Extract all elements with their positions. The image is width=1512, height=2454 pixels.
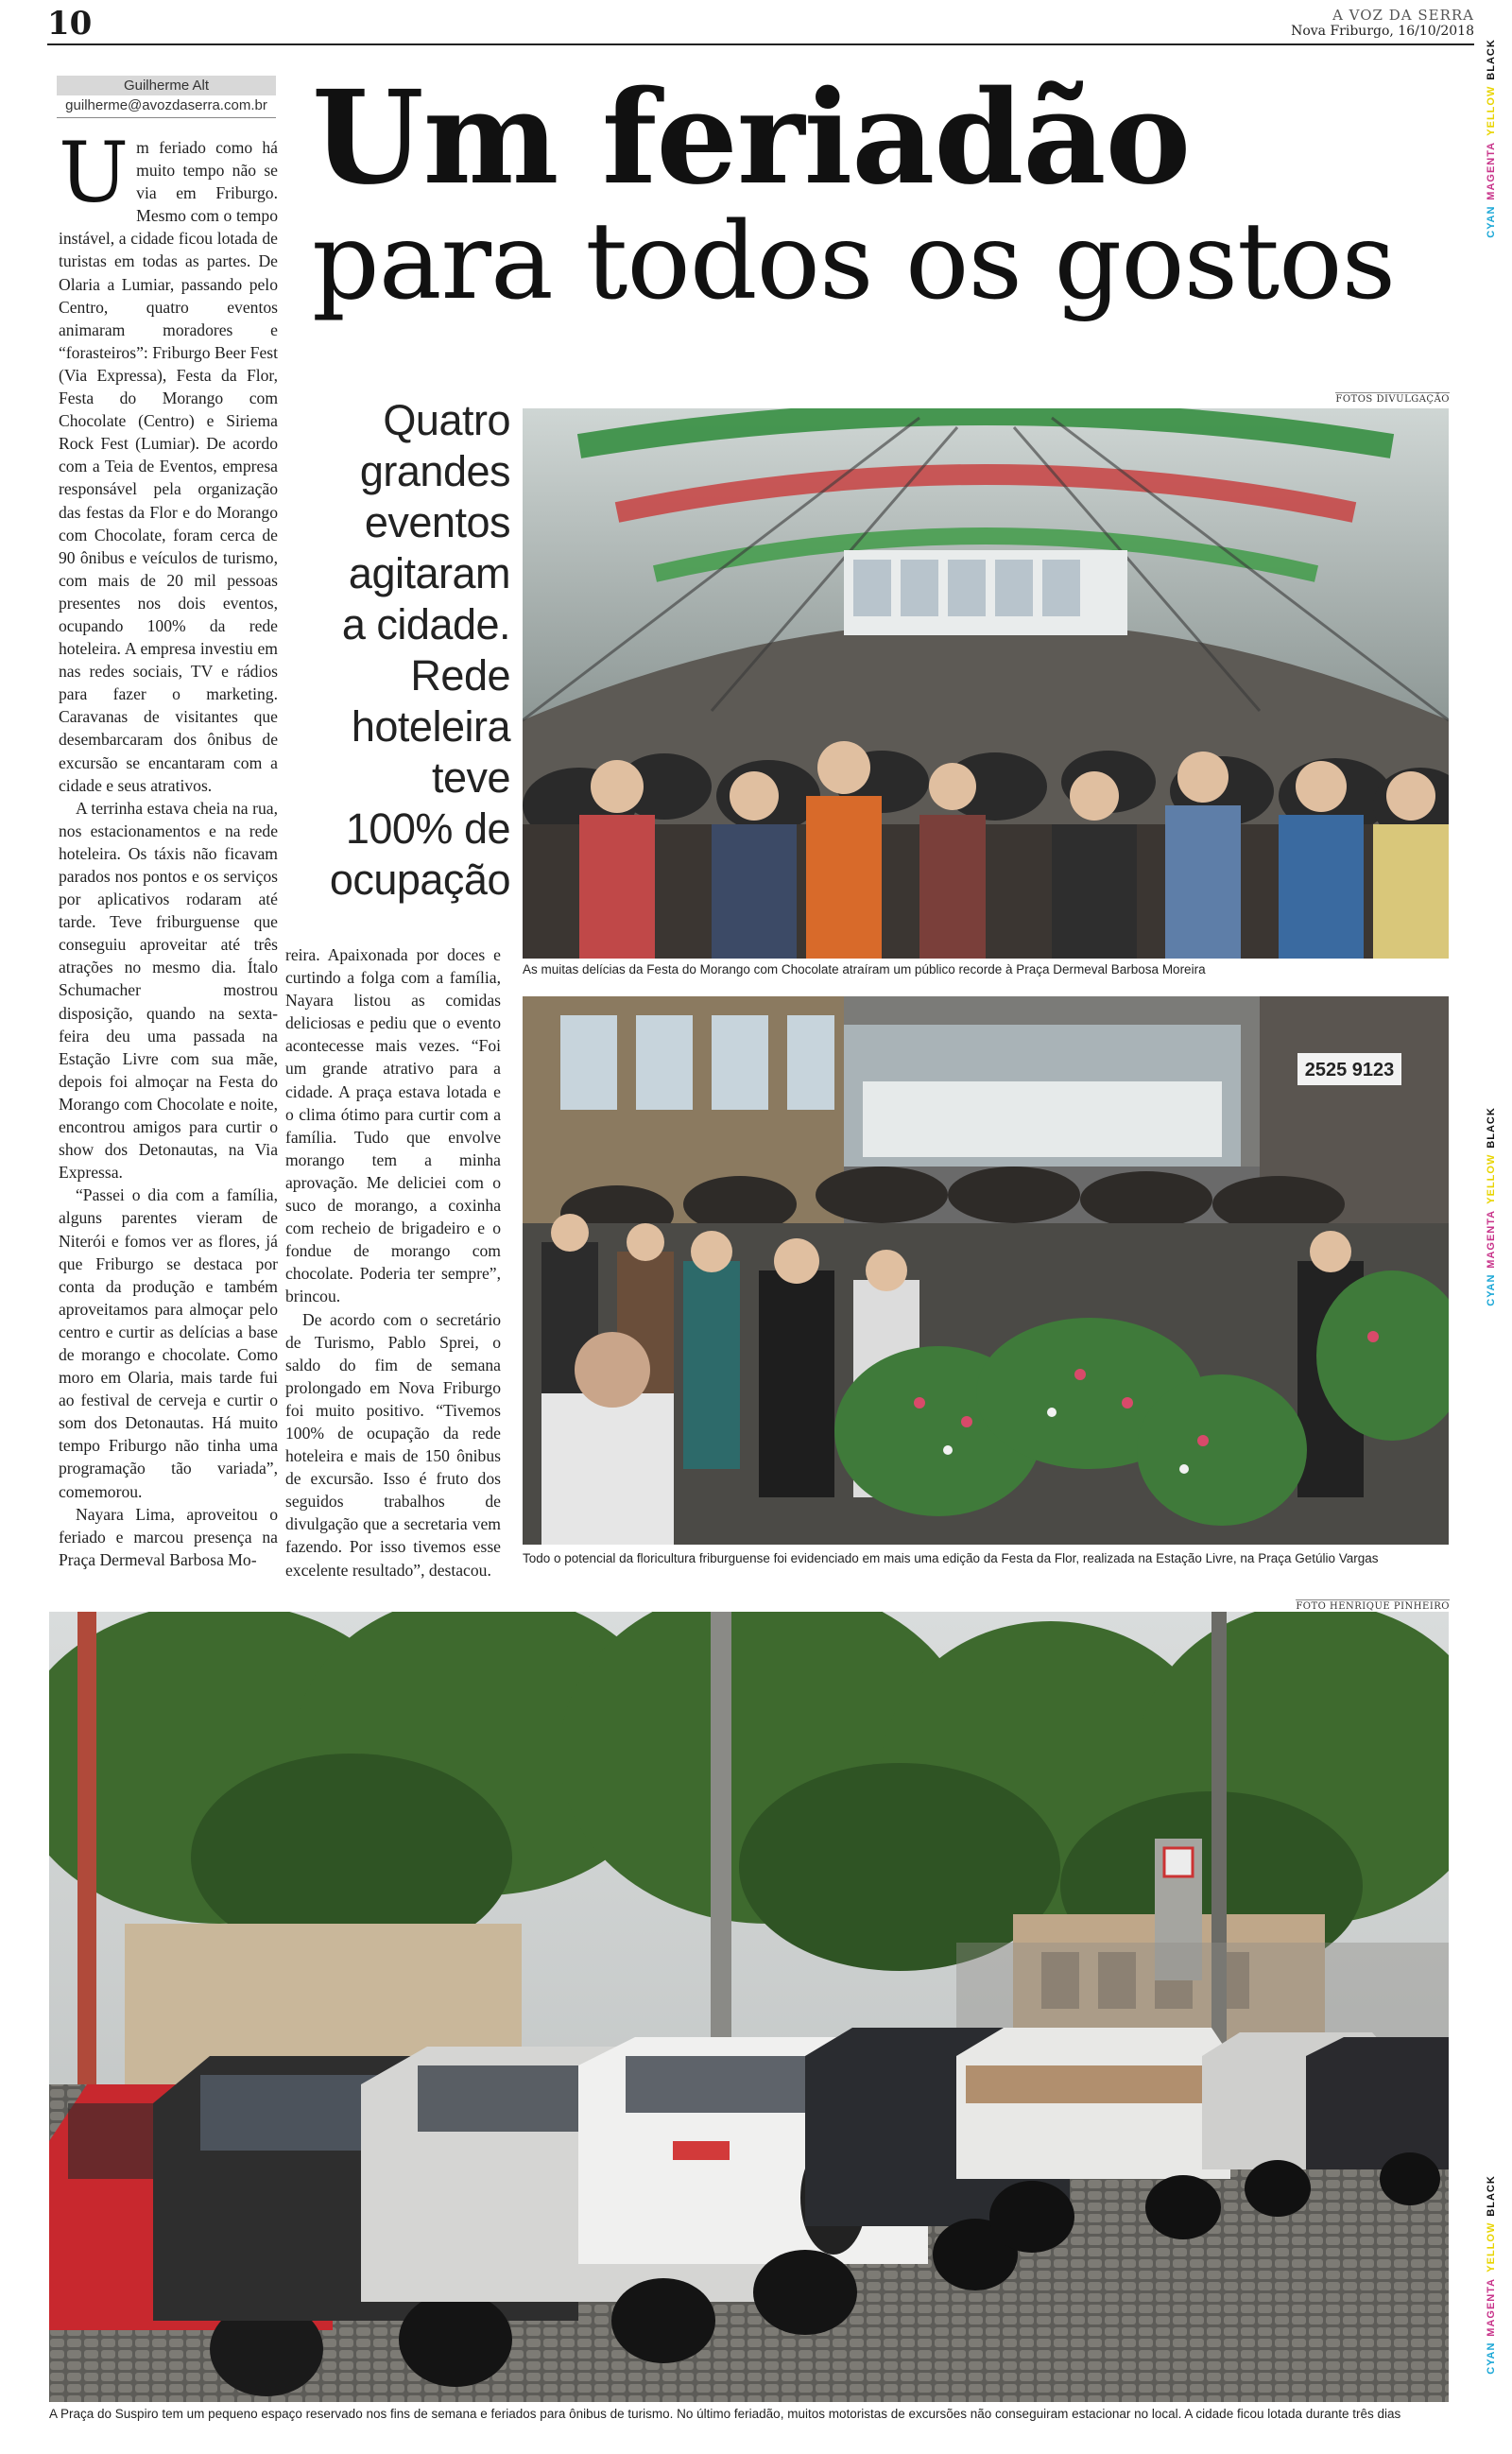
cmyk-cyan: CYAN xyxy=(1486,205,1497,238)
photo-morango-festival xyxy=(523,408,1449,959)
article-paragraph: A terrinha estava cheia na rua, nos estacionamentos e na rede hoteleira. Os táxis não ficavam parados nos pontos e os serviços por aplicativos rodaram até tarde. Teve friburguense que conseguiu aproveitar até três atrações no mesmo dia. Ítalo Schumacher mostrou disposição, quando na sexta-feira deu uma passada na Estação Livre com sua mãe, depois foi almoçar na Festa do Morango com Chocolate e noite, encontrou amigos para curtir o show dos Detonautas, na Via Expressa. xyxy=(59,798,278,1183)
cmyk-yellow: YELLOW xyxy=(1486,2221,1497,2273)
cmyk-black: BLACK xyxy=(1486,39,1497,80)
headline xyxy=(312,62,1474,324)
article-paragraph-text: m feriado como há muito tempo não se via em Friburgo. Mesmo com o tempo instável, a cidade ficou lotada de turistas em todas as partes. De Olaria a Lumiar, passando pelo Centro, quatro eventos animaram moradores e “forasteiros”: Friburgo Beer Fest (Via Expressa), Festa da Flor, Festa do Morango com Chocolate (Centro) e Siriema Rock Fest (Lumiar). De acordo com a Teia de Eventos, empresa responsável pela organização das festas da Flor e do Morango com Chocolate, foram cerca de 90 ônibus e veículos de turismo, com mais de 20 mil pessoas presentes nos dois eventos, ocupando 100% da rede hoteleira. A empresa investiu em nas redes sociais, TV e rádios para fazer o marketing. Caravanas de visitantes que desembarcaram dos ônibus de excursão se encantaram com a cidade e seus atrativos. xyxy=(59,138,278,795)
photo-parked-cars xyxy=(49,1612,1449,2402)
photo-caption-2: Todo o potencial da floricultura friburguense foi evidenciado em mais uma edição da Festa da Flor, realizada na Estação Livre, na Praça Getúlio Vargas xyxy=(523,1551,1379,1565)
article-paragraph: “Passei o dia com a família, alguns parentes vieram de Niterói e fomos ver as flores, já que Friburgo se destaca por conta da produção e também aproveitamos para almoçar pelo centro e curtir as delícias a base de morango e chocolate. Como moro em Olaria, mais tarde fui ao festival de cerveja e curtir o som dos Detonautas. Há muito tempo Friburgo não tinha uma programação tão variada”, comemorou. xyxy=(59,1185,278,1501)
top-rule xyxy=(47,43,1474,45)
headline-line1: Um feriadão xyxy=(312,62,1191,214)
byline-author: Guilherme Alt xyxy=(57,76,276,95)
masthead-name: A VOZ DA SERRA xyxy=(1332,7,1474,24)
cmyk-cyan: CYAN xyxy=(1486,1273,1497,1306)
article-paragraph: reira. Apaixonada por doces e curtindo a folga com a família, Nayara listou as comidas deliciosas e pediu que o evento acontecesse mais vezes. “Foi um grande atrativo para a cidade. A praça estava lotada e o clima ótimo para curtir com a família. Tudo que envolve morango tem a minha aprovação. Me deliciei com o suco de morango, a coxinha com recheio de brigadeiro e o fondue de morango com chocolate. Poderia ter sempre”, brincou. xyxy=(285,945,501,1306)
photo-caption-1: As muitas delícias da Festa do Morango com Chocolate atraíram um público recorde à Praça Dermeval Barbosa Moreira xyxy=(523,962,1206,976)
drop-cap: U xyxy=(59,124,129,221)
cmyk-magenta: MAGENTA xyxy=(1486,1209,1497,1269)
masthead-date: Nova Friburgo, 16/10/2018 xyxy=(1291,24,1474,40)
cmyk-yellow: YELLOW xyxy=(1486,85,1497,136)
cmyk-marks-middle xyxy=(1486,1106,1506,1307)
article-paragraph: Nayara Lima, aproveitou o feriado e marcou presença na Praça Dermeval Barbosa Mo- xyxy=(59,1504,278,1569)
page-number: 10 xyxy=(47,5,93,43)
cmyk-magenta: MAGENTA xyxy=(1486,2277,1497,2337)
cmyk-black: BLACK xyxy=(1486,2175,1497,2217)
photo-flower-festival xyxy=(523,996,1449,1545)
article-paragraph xyxy=(59,124,278,797)
photo-credit-top: FOTOS DIVULGAÇÃO xyxy=(1335,394,1450,405)
byline-email: guilherme@avozdaserra.com.br xyxy=(57,95,276,118)
cmyk-cyan: CYAN xyxy=(1486,2342,1497,2375)
photo-caption-3: A Praça do Suspiro tem um pequeno espaço reservado nos fins de semana e feriados para ônibus de turismo. No último feriadão, muitos motoristas de excursões não conseguiram estacionar no local. A cidade ficou lotada durante três dias xyxy=(49,2407,1401,2421)
deck: Quatro grandes eventos agitaram a cidade. Rede hoteleira teve 100% de ocupação xyxy=(329,396,510,904)
cmyk-marks-bottom xyxy=(1486,2174,1506,2376)
cmyk-marks-top xyxy=(1486,38,1506,239)
photo-credit-bottom: FOTO HENRIQUE PINHEIRO xyxy=(1296,1601,1450,1612)
photo2-sign: 2525 9123 xyxy=(1304,1060,1395,1080)
cmyk-magenta: MAGENTA xyxy=(1486,141,1497,200)
headline-line2: para todos os gostos xyxy=(312,200,1396,324)
masthead xyxy=(1291,8,1474,39)
cmyk-yellow: YELLOW xyxy=(1486,1153,1497,1204)
article-column-1 xyxy=(59,124,278,1571)
cmyk-black: BLACK xyxy=(1486,1107,1497,1149)
byline xyxy=(57,76,276,118)
article-column-2 xyxy=(285,943,501,1581)
article-paragraph: De acordo com o secretário de Turismo, Pablo Sprei, o saldo do fim de semana prolongado em Nova Friburgo foi muito positivo. “Tivemos 100% de ocupação da rede hoteleira e mais de 150 ônibus de excursão. Isso é fruto dos seguidos trabalhos de divulgação que a secretaria vem fazendo. Por isso tivemos esse excelente resultado”, destacou. xyxy=(285,1309,501,1580)
